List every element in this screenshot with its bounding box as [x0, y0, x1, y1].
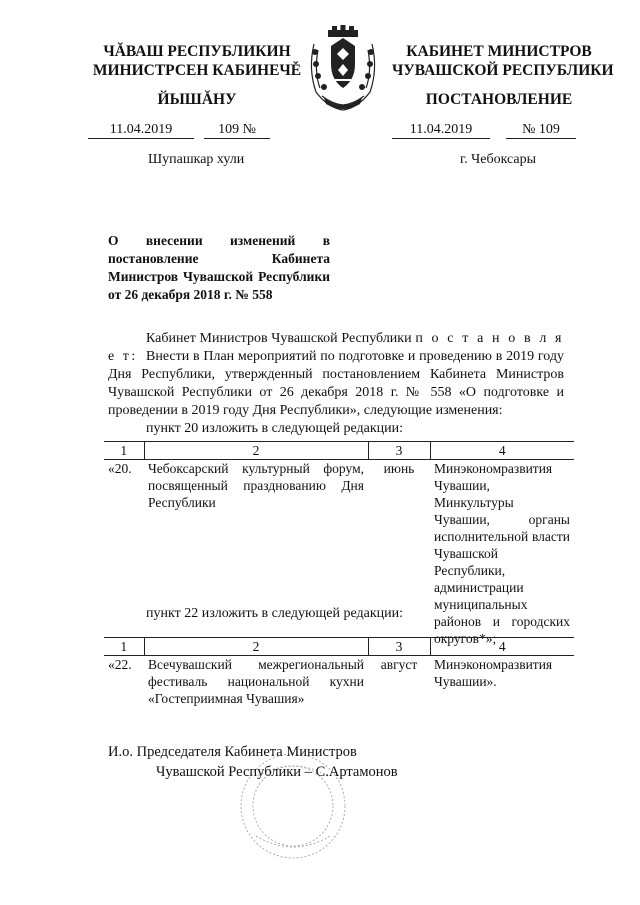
table2-responsible: Минэкономразвития Чувашии». [434, 657, 553, 689]
decree-title-russian: ПОСТАНОВЛЕНИЕ [425, 91, 573, 108]
table2-item-number: «22. [108, 657, 132, 672]
table1-header-cell: 1 [104, 442, 144, 460]
table-point-22 [104, 637, 574, 707]
table2-header-cell: 2 [144, 638, 368, 656]
table1-responsible: Минэкономразвития Чувашии, Минкультуры Чувашии, органы исполнительной власти Чувашской Республики, администрации муниципальных районов и городских округов*»; [434, 461, 570, 646]
right-date: 11.04.2019 [392, 122, 490, 139]
right-number: № 109 [506, 122, 576, 139]
coat-of-arms-emblem [302, 24, 384, 114]
signature-name: С.Артамонов [315, 764, 398, 780]
table1-header-row [104, 442, 574, 460]
table2-header-cell: 4 [430, 638, 574, 656]
header-right [392, 42, 614, 80]
header-left-line2: МИНИСТРСЕН КАБИНЕЧĚ [92, 62, 302, 79]
signature-republic: Чувашской Республики [156, 764, 302, 780]
table2-row [104, 656, 574, 708]
signature-line2 [156, 764, 398, 781]
table1-header-cell: 2 [144, 442, 368, 460]
table1-header-cell: 3 [368, 442, 430, 460]
signature-line1: И.о. Председателя Кабинета Министров [108, 744, 357, 760]
table1-when: июнь [383, 461, 415, 476]
amendment-paragraph: Внести в План мероприятий по подготовке и проведению в 2019 году Дня Республики, утвержденный постановлением Кабинета Министров Чувашской Республики от 26 декабря 2018 г. № 558 «О подготовке и проведении в 2019 году Дня Республики», следующие изменения: [108, 349, 564, 418]
signature-dash: – [304, 764, 312, 780]
table1-header-cell: 4 [430, 442, 574, 460]
table2-header-cell: 1 [104, 638, 144, 656]
table1-event: Чебоксарский культурный форум, посвященный празднованию Дня Республики [148, 461, 364, 510]
preamble-verb: п о с т а н о в л я е т: [108, 331, 564, 364]
header-right-line1: КАБИНЕТ МИНИСТРОВ [406, 43, 592, 60]
left-city: Шупашкар хули [148, 152, 245, 167]
header-left-line1: ЧĂВАШ РЕСПУБЛИКИН [103, 43, 291, 60]
header-right-line2: ЧУВАШСКОЙ РЕСПУБЛИКИ [392, 62, 614, 79]
point20-intro: пункт 20 изложить в следующей редакции: [146, 421, 403, 436]
table1-item-number: «20. [108, 461, 132, 476]
table2-when: август [380, 657, 418, 672]
header-left [92, 42, 302, 80]
document-subject: О внесении изменений в постановление Кабинета Министров Чувашской Республики от 26 декабря 2018 г. № 558 [108, 233, 330, 302]
decree-title-chuvash: ЙЫШĂНУ [157, 91, 237, 108]
right-city: г. Чебоксары [460, 152, 537, 167]
table2-event: Всечувашский межрегиональный фестиваль национальной кухни «Гостеприимная Чувашия» [148, 657, 364, 706]
preamble-lead: Кабинет Министров Чувашской Республики [146, 331, 412, 346]
left-date: 11.04.2019 [88, 122, 194, 139]
table2-header-cell: 3 [368, 638, 430, 656]
left-number: 109 № [204, 122, 270, 139]
table2-header-row [104, 638, 574, 656]
point22-intro: пункт 22 изложить в следующей редакции: [146, 606, 403, 621]
